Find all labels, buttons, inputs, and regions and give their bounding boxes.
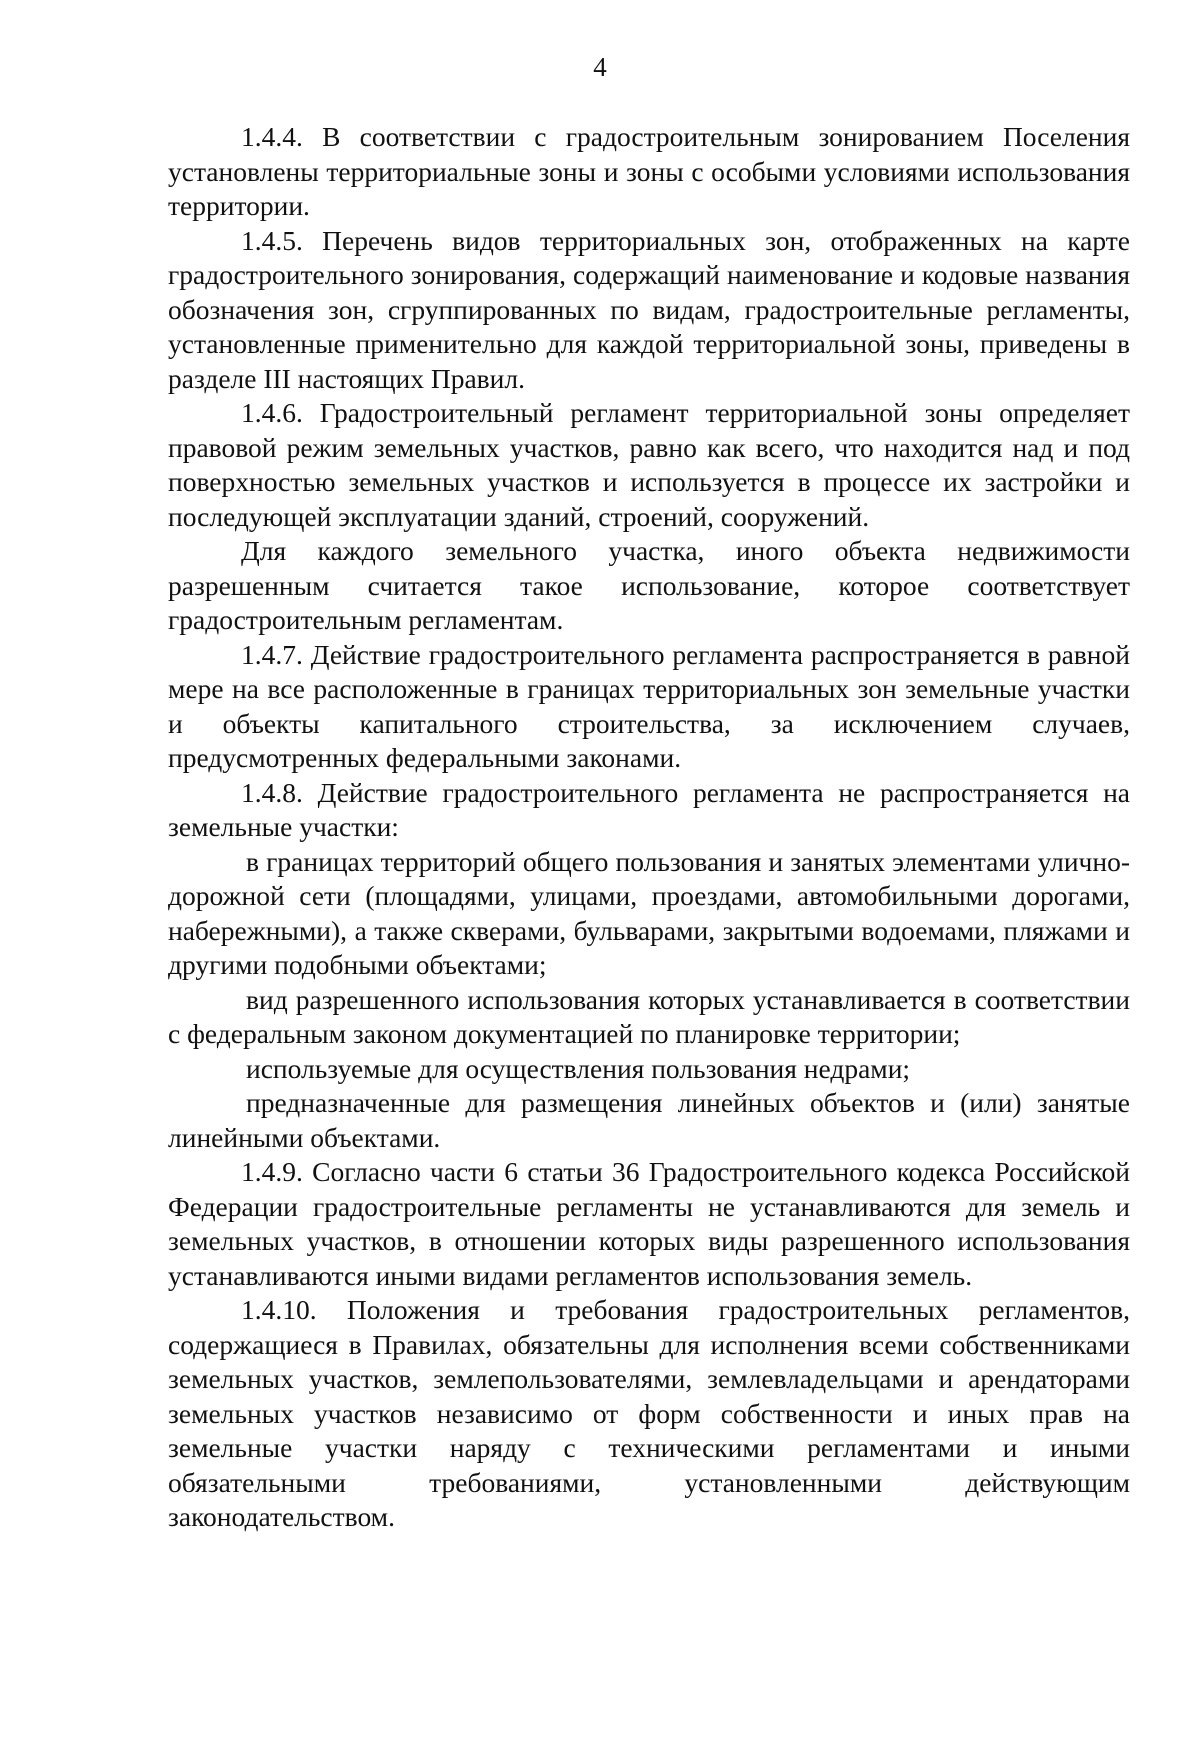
list-item-subsoil: используемые для осуществления пользования недрами;: [246, 1052, 911, 1084]
paragraph-1-4-7: 1.4.7. Действие градостроительного регламента распространяется в равной мере на все расположенные в границах территориальных зон земельные участки и объекты капитального строительства, за исключением случаев, предусмотренных федеральными законами.: [168, 638, 1130, 773]
paragraph-1-4-8: 1.4.8. Действие градостроительного регламента не распространяется на земельные участки:: [168, 776, 1130, 842]
list-item-planning-docs: вид разрешенного использования которых устанавливается в соответствии с федеральным законом документацией по планировке территории;: [168, 983, 1130, 1049]
list-item-public-areas: в границах территорий общего пользования и занятых элементами улично-дорожной сети (площадями, улицами, проездами, автомобильными дорогами, набережными), а также скверами, бульварами, закрытыми водоемами, пляжами и другими подобными объектами;: [168, 845, 1130, 980]
paragraph-1-4-6: 1.4.6. Градостроительный регламент территориальной зоны определяет правовой режим земельных участков, равно как всего, что находится над и под поверхностью земельных участков и используется в процессе их застройки и последующей эксплуатации зданий, строений, сооружений.: [168, 397, 1130, 532]
page-number: 4: [593, 52, 607, 82]
paragraph-1-4-4: 1.4.4. В соответствии с градостроительным зонированием Поселения установлены территориальные зоны и зоны с особыми условиями использования территории.: [168, 121, 1130, 221]
paragraph-permitted-use: Для каждого земельного участка, иного объекта недвижимости разрешенным считается такое использование, которое соответствует градостроительным регламентам.: [168, 535, 1130, 635]
list-item-linear-objects: предназначенные для размещения линейных объектов и (или) занятые линейными объектами.: [168, 1087, 1130, 1153]
document-body: [168, 120, 1130, 1535]
paragraph-1-4-10: 1.4.10. Положения и требования градостроительных регламентов, содержащиеся в Правилах, обязательны для исполнения всеми собственниками земельных участков, землепользователями, землевладельцами и арендаторами земельных участков независимо от форм собственности и иных прав на земельные участки наряду с техническими регламентами и иными обязательными требованиями, установленными действующим законодательством.: [168, 1294, 1130, 1532]
paragraph-1-4-9: 1.4.9. Согласно части 6 статьи 36 Градостроительного кодекса Российской Федерации градостроительные регламенты не устанавливаются для земель и земельных участков, в отношении которых виды разрешенного использования устанавливаются иными видами регламентов использования земель.: [168, 1156, 1130, 1291]
paragraph-1-4-5: 1.4.5. Перечень видов территориальных зон, отображенных на карте градостроительного зонирования, содержащий наименование и кодовые названия обозначения зон, сгруппированных по видам, градостроительные регламенты, установленные применительно для каждой территориальной зоны, приведены в разделе III настоящих Правил.: [168, 224, 1130, 394]
